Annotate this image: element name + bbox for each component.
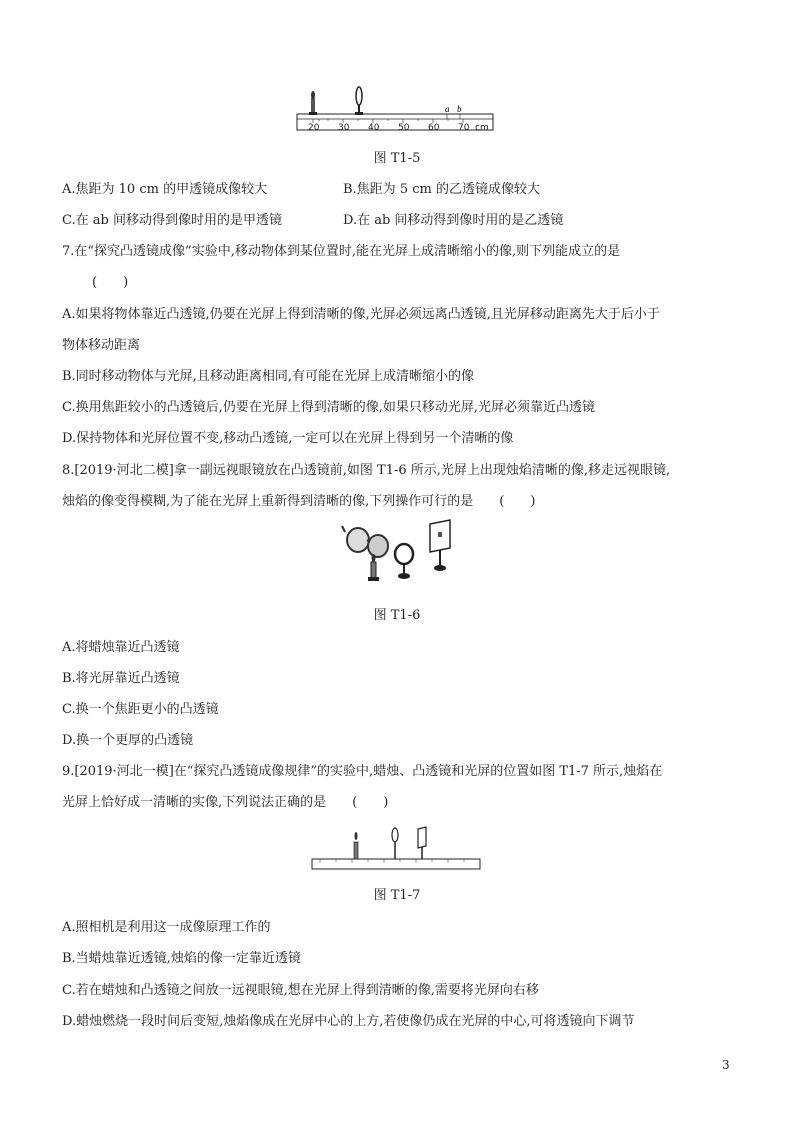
lens-icon — [392, 828, 398, 859]
figure-caption-t1-6: 图 T1-6 — [373, 608, 421, 623]
q7-option-d: D.保持物体和光屏位置不变,移动凸透镜,一定可以在光屏上得到另一个清晰的像 — [62, 431, 514, 446]
q9-option-d: D.蜡烛燃烧一段时间后变短,烛焰像成在光屏中心的上方,若使像仍成在光屏的中心,可将透镜向下调节 — [62, 1014, 635, 1029]
figure-t1-6-glasses-setup — [340, 518, 458, 586]
ruler-tick-label: 50 — [398, 123, 410, 133]
q8-option-a: A.将蜡烛靠近凸透镜 — [62, 640, 180, 655]
point-a-label: a — [445, 104, 450, 114]
screen-icon — [430, 520, 450, 571]
lens-icon — [395, 544, 413, 579]
q7-option-c: C.换用焦距较小的凸透镜后,仍要在光屏上得到清晰的像,如果只移动光屏,光屏必须靠近凸透镜 — [62, 400, 596, 415]
lens-icon — [355, 87, 363, 115]
figure-caption-t1-5: 图 T1-5 — [373, 151, 421, 166]
q7-option-a-line1: A.如果将物体靠近凸透镜,仍要在光屏上得到清晰的像,光屏必须远离凸透镜,且光屏移动距离先大于后小于 — [62, 307, 660, 322]
q7-stem-line1: 7.在“探究凸透镜成像”实验中,移动物体到某位置时,能在光屏上成清晰缩小的像,则下列能成立的是 — [62, 244, 621, 259]
ruler-unit-label: cm — [475, 123, 489, 133]
q9-option-c: C.若在蜡烛和凸透镜之间放一远视眼镜,想在光屏上得到清晰的像,需要将光屏向右移 — [62, 983, 539, 998]
q6-option-a: A.焦距为 10 cm 的甲透镜成像较大 — [62, 182, 268, 197]
glasses-icon — [342, 526, 388, 557]
candle-icon — [368, 554, 379, 581]
q7-option-b: B.同时移动物体与光屏,且移动距离相同,有可能在光屏上成清晰缩小的像 — [62, 369, 474, 384]
q9-option-b: B.当蜡烛靠近透镜,烛焰的像一定靠近透镜 — [62, 951, 301, 966]
q8-option-c: C.换一个焦距更小的凸透镜 — [62, 702, 219, 717]
ruler-tick-label: 30 — [338, 123, 350, 133]
q7-stem-line2: ( ) — [92, 275, 129, 290]
screen-icon — [418, 827, 426, 859]
figure-t1-5-optical-bench — [295, 86, 497, 136]
q9-stem-line2: 光屏上恰好成一清晰的实像,下列说法正确的是 ( ) — [62, 795, 389, 810]
q9-option-a: A.照相机是利用这一成像原理工作的 — [62, 920, 271, 935]
q8-stem-line1: 8.[2019·河北二模]拿一副远视眼镜放在凸透镜前,如图 T1-6 所示,光屏上出现烛焰清晰的像,移走远视眼镜, — [62, 463, 671, 478]
ruler-tick-label: 20 — [308, 123, 320, 133]
q6-option-d: D.在 ab 间移动得到像时用的是乙透镜 — [343, 213, 564, 228]
q8-stem-line2: 烛焰的像变得模糊,为了能在光屏上重新得到清晰的像,下列操作可行的是 ( ) — [62, 494, 536, 509]
ruler-tick-label: 70 — [458, 123, 470, 133]
ruler-tick-label: 40 — [368, 123, 380, 133]
q8-option-b: B.将光屏靠近凸透镜 — [62, 671, 180, 686]
q7-option-a-line2: 物体移动距离 — [62, 338, 141, 353]
ruler-tick-label: 60 — [428, 123, 440, 133]
q6-option-c: C.在 ab 间移动得到像时用的是甲透镜 — [62, 213, 282, 228]
figure-t1-7-optical-bench — [310, 826, 484, 874]
page-number: 3 — [722, 1058, 730, 1072]
candle-icon — [309, 91, 317, 115]
q8-option-d: D.换一个更厚的凸透镜 — [62, 733, 194, 748]
candle-icon — [354, 832, 358, 859]
figure-caption-t1-7: 图 T1-7 — [373, 888, 421, 903]
q6-option-b: B.焦距为 5 cm 的乙透镜成像较大 — [343, 182, 540, 197]
q9-stem-line1: 9.[2019·河北一模]在“探究凸透镜成像规律”的实验中,蜡烛、凸透镜和光屏的位置如图 T1-7 所示,烛焰在 — [62, 764, 663, 779]
point-b-label: b — [457, 104, 462, 114]
